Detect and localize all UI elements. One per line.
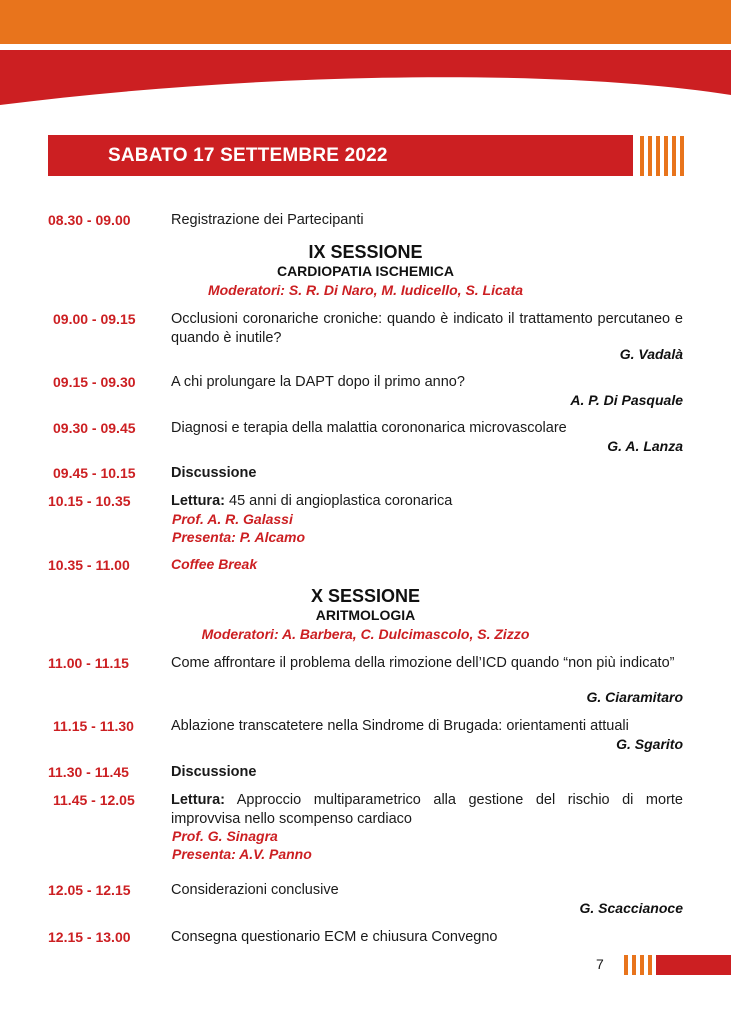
session-subtitle: ARITMOLOGIA — [315, 607, 416, 623]
schedule-description: Registrazione dei Partecipanti — [171, 212, 364, 228]
footer-red-band — [656, 955, 731, 975]
footer-stripes — [624, 955, 654, 975]
schedule-time: 08.30 - 09.00 — [48, 212, 131, 228]
schedule-description: Diagnosi e terapia della malattia corononarica microvascolare — [171, 420, 567, 436]
schedule-time: 09.15 - 09.30 — [53, 374, 136, 390]
lecture-title: Approccio multiparametrico alla gestione del rischio di morte improvvisa nello scompenso cardiaco — [171, 792, 683, 827]
speaker-name: G. Vadalà — [619, 346, 683, 362]
schedule-time: 11.00 - 11.15 — [48, 655, 129, 671]
schedule-time: 10.35 - 11.00 — [48, 557, 130, 573]
speaker-name: G. A. Lanza — [607, 438, 683, 454]
schedule-description: Occlusioni coronariche croniche: quando è indicato il trattamento percutaneo e quando è inutile? — [171, 311, 683, 346]
lecturer-name: Prof. A. R. Galassi — [172, 511, 293, 527]
page-number: 7 — [596, 956, 604, 972]
header-red-wave — [0, 50, 731, 130]
schedule-time: 11.30 - 11.45 — [48, 764, 129, 780]
decorative-stripes — [640, 136, 688, 176]
schedule-description: A chi prolungare la DAPT dopo il primo anno? — [171, 374, 465, 390]
coffee-break-label: Coffee Break — [171, 556, 258, 572]
schedule-time: 09.30 - 09.45 — [53, 420, 136, 436]
speaker-name: A. P. Di Pasquale — [570, 392, 683, 408]
lecture-label: Lettura: — [171, 792, 225, 808]
lecture-presenter: Presenta: P. Alcamo — [172, 529, 306, 545]
session-title: X SESSIONE — [310, 586, 421, 606]
session-title: IX SESSIONE — [308, 242, 423, 262]
lecture-description — [171, 791, 683, 829]
schedule-description: Come affrontare il problema della rimozione dell’ICD quando “non più indicato” — [171, 655, 675, 671]
schedule-time: 10.15 - 10.35 — [48, 493, 131, 509]
date-heading: SABATO 17 SETTEMBRE 2022 — [108, 145, 388, 166]
schedule-time: 12.05 - 12.15 — [48, 882, 131, 898]
schedule-time: 09.45 - 10.15 — [53, 465, 136, 481]
session-moderators: Moderatori: S. R. Di Naro, M. Iudicello, S. Licata — [207, 282, 524, 298]
header-orange-band — [0, 0, 731, 44]
lecture-title: 45 anni di angioplastica coronarica — [224, 493, 453, 509]
date-banner — [48, 135, 633, 176]
schedule-description: Ablazione transcatetere nella Sindrome di Brugada: orientamenti attuali — [171, 718, 629, 734]
discussion-label: Discussione — [171, 465, 257, 481]
speaker-name: G. Ciaramitaro — [586, 689, 683, 705]
session-moderators: Moderatori: A. Barbera, C. Dulcimascolo, S. Zizzo — [201, 626, 530, 642]
speaker-name: G. Scaccianoce — [579, 900, 683, 916]
lecture-presenter: Presenta: A.V. Panno — [172, 846, 312, 862]
session-subtitle: CARDIOPATIA ISCHEMICA — [276, 263, 455, 279]
lecture-description — [171, 492, 683, 511]
schedule-time: 11.15 - 11.30 — [53, 718, 134, 734]
schedule-time: 11.45 - 12.05 — [53, 792, 135, 808]
schedule-time: 12.15 - 13.00 — [48, 929, 131, 945]
schedule-description: Considerazioni conclusive — [171, 882, 339, 898]
discussion-label: Discussione — [171, 764, 257, 780]
speaker-name: G. Sgarito — [616, 736, 683, 752]
lecture-label: Lettura: — [171, 493, 225, 509]
schedule-description: Consegna questionario ECM e chiusura Convegno — [171, 929, 498, 945]
schedule-time: 09.00 - 09.15 — [53, 311, 136, 327]
lecturer-name: Prof. G. Sinagra — [172, 828, 278, 844]
